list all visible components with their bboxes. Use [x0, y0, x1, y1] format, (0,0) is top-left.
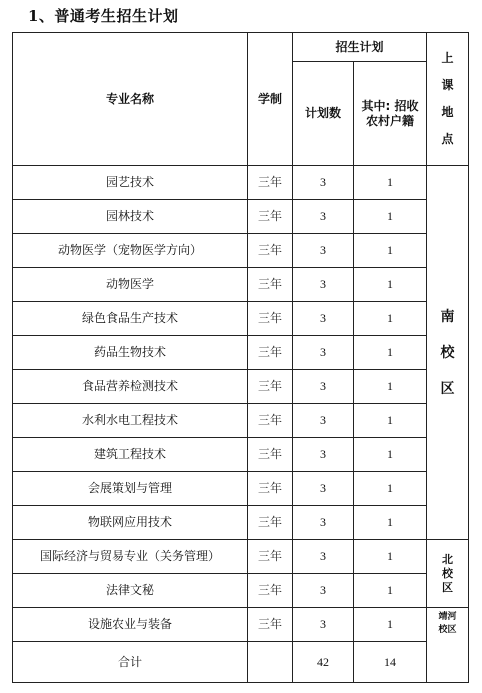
cell-duration: 三年: [248, 506, 293, 540]
campus-south: [427, 166, 469, 540]
campus-third-line: 靖河: [438, 612, 457, 622]
cell-duration: 三年: [248, 404, 293, 438]
total-label: 合计: [13, 642, 248, 683]
campus-north-char: 区: [442, 580, 454, 594]
cell-duration: 三年: [248, 336, 293, 370]
header-plan-group: 招生计划: [293, 33, 427, 62]
table-row: [13, 608, 469, 642]
cell-plan: 3: [293, 200, 354, 234]
table-row: [13, 540, 469, 574]
cell-major: 园林技术: [13, 200, 248, 234]
cell-duration: 三年: [248, 608, 293, 642]
campus-third: [427, 608, 469, 683]
cell-plan: 3: [293, 608, 354, 642]
table-row: [13, 302, 469, 336]
cell-rural: 1: [354, 506, 427, 540]
cell-major: 国际经济与贸易专业（关务管理）: [13, 540, 248, 574]
cell-duration: 三年: [248, 302, 293, 336]
cell-major: 药品生物技术: [13, 336, 248, 370]
cell-rural: 1: [354, 268, 427, 302]
cell-major: 水利水电工程技术: [13, 404, 248, 438]
header-location: [427, 33, 469, 166]
cell-major: 动物医学（宠物医学方向）: [13, 234, 248, 268]
cell-plan: 3: [293, 234, 354, 268]
campus-south-char: 南: [440, 308, 455, 325]
table-row: [13, 268, 469, 302]
table-row: [13, 200, 469, 234]
cell-rural: 1: [354, 540, 427, 574]
header-rural-line1: 其中: 招收: [361, 98, 419, 113]
enrollment-plan-table: [12, 32, 469, 683]
cell-major: 建筑工程技术: [13, 438, 248, 472]
header-duration: 学制: [248, 33, 293, 166]
cell-plan: 3: [293, 302, 354, 336]
cell-plan: 3: [293, 336, 354, 370]
table-row: [13, 574, 469, 608]
cell-duration: 三年: [248, 234, 293, 268]
cell-major: 物联网应用技术: [13, 506, 248, 540]
cell-duration: 三年: [248, 166, 293, 200]
cell-rural: 1: [354, 472, 427, 506]
campus-north: [427, 540, 469, 608]
header-location-char: 上: [441, 51, 454, 65]
campus-south-char: 区: [440, 380, 455, 397]
total-duration-empty: [248, 642, 293, 683]
cell-rural: 1: [354, 608, 427, 642]
cell-rural: 1: [354, 336, 427, 370]
cell-plan: 3: [293, 540, 354, 574]
header-rural-line2: 农村户籍: [366, 113, 415, 128]
table-row: [13, 438, 469, 472]
cell-major: 设施农业与装备: [13, 608, 248, 642]
cell-plan: 3: [293, 268, 354, 302]
header-major: 专业名称: [13, 33, 248, 166]
cell-duration: 三年: [248, 472, 293, 506]
table-row: [13, 506, 469, 540]
cell-plan: 3: [293, 370, 354, 404]
cell-rural: 1: [354, 302, 427, 336]
cell-duration: 三年: [248, 438, 293, 472]
cell-major: 园艺技术: [13, 166, 248, 200]
cell-rural: 1: [354, 234, 427, 268]
table-row: [13, 404, 469, 438]
header-location-char: 地: [441, 105, 454, 119]
header-location-char: 课: [441, 78, 454, 92]
cell-rural: 1: [354, 404, 427, 438]
cell-duration: 三年: [248, 370, 293, 404]
cell-duration: 三年: [248, 540, 293, 574]
header-rural: [354, 62, 427, 166]
cell-plan: 3: [293, 166, 354, 200]
header-plan-count: 计划数: [293, 62, 354, 166]
total-row: [13, 642, 469, 683]
table-row: [13, 370, 469, 404]
cell-rural: 1: [354, 200, 427, 234]
cell-major: 会展策划与管理: [13, 472, 248, 506]
cell-major: 动物医学: [13, 268, 248, 302]
cell-plan: 3: [293, 438, 354, 472]
cell-major: 法律文秘: [13, 574, 248, 608]
campus-north-char: 北: [442, 552, 454, 566]
table-row: [13, 472, 469, 506]
cell-plan: 3: [293, 472, 354, 506]
cell-rural: 1: [354, 166, 427, 200]
table-row: [13, 166, 469, 200]
cell-duration: 三年: [248, 574, 293, 608]
campus-south-char: 校: [440, 344, 455, 361]
cell-major: 绿色食品生产技术: [13, 302, 248, 336]
cell-plan: 3: [293, 506, 354, 540]
header-location-char: 点: [441, 132, 454, 146]
section-heading: 1、普通考生招生计划: [28, 7, 179, 25]
cell-duration: 三年: [248, 268, 293, 302]
cell-rural: 1: [354, 438, 427, 472]
cell-rural: 1: [354, 574, 427, 608]
cell-rural: 1: [354, 370, 427, 404]
cell-major: 食品营养检测技术: [13, 370, 248, 404]
total-rural: 14: [354, 642, 427, 683]
table-row: [13, 336, 469, 370]
campus-third-line: 校区: [438, 625, 457, 635]
cell-plan: 3: [293, 574, 354, 608]
cell-duration: 三年: [248, 200, 293, 234]
cell-plan: 3: [293, 404, 354, 438]
campus-north-char: 校: [442, 566, 454, 580]
total-plan: 42: [293, 642, 354, 683]
header-row-1: [13, 33, 469, 62]
table-row: [13, 234, 469, 268]
